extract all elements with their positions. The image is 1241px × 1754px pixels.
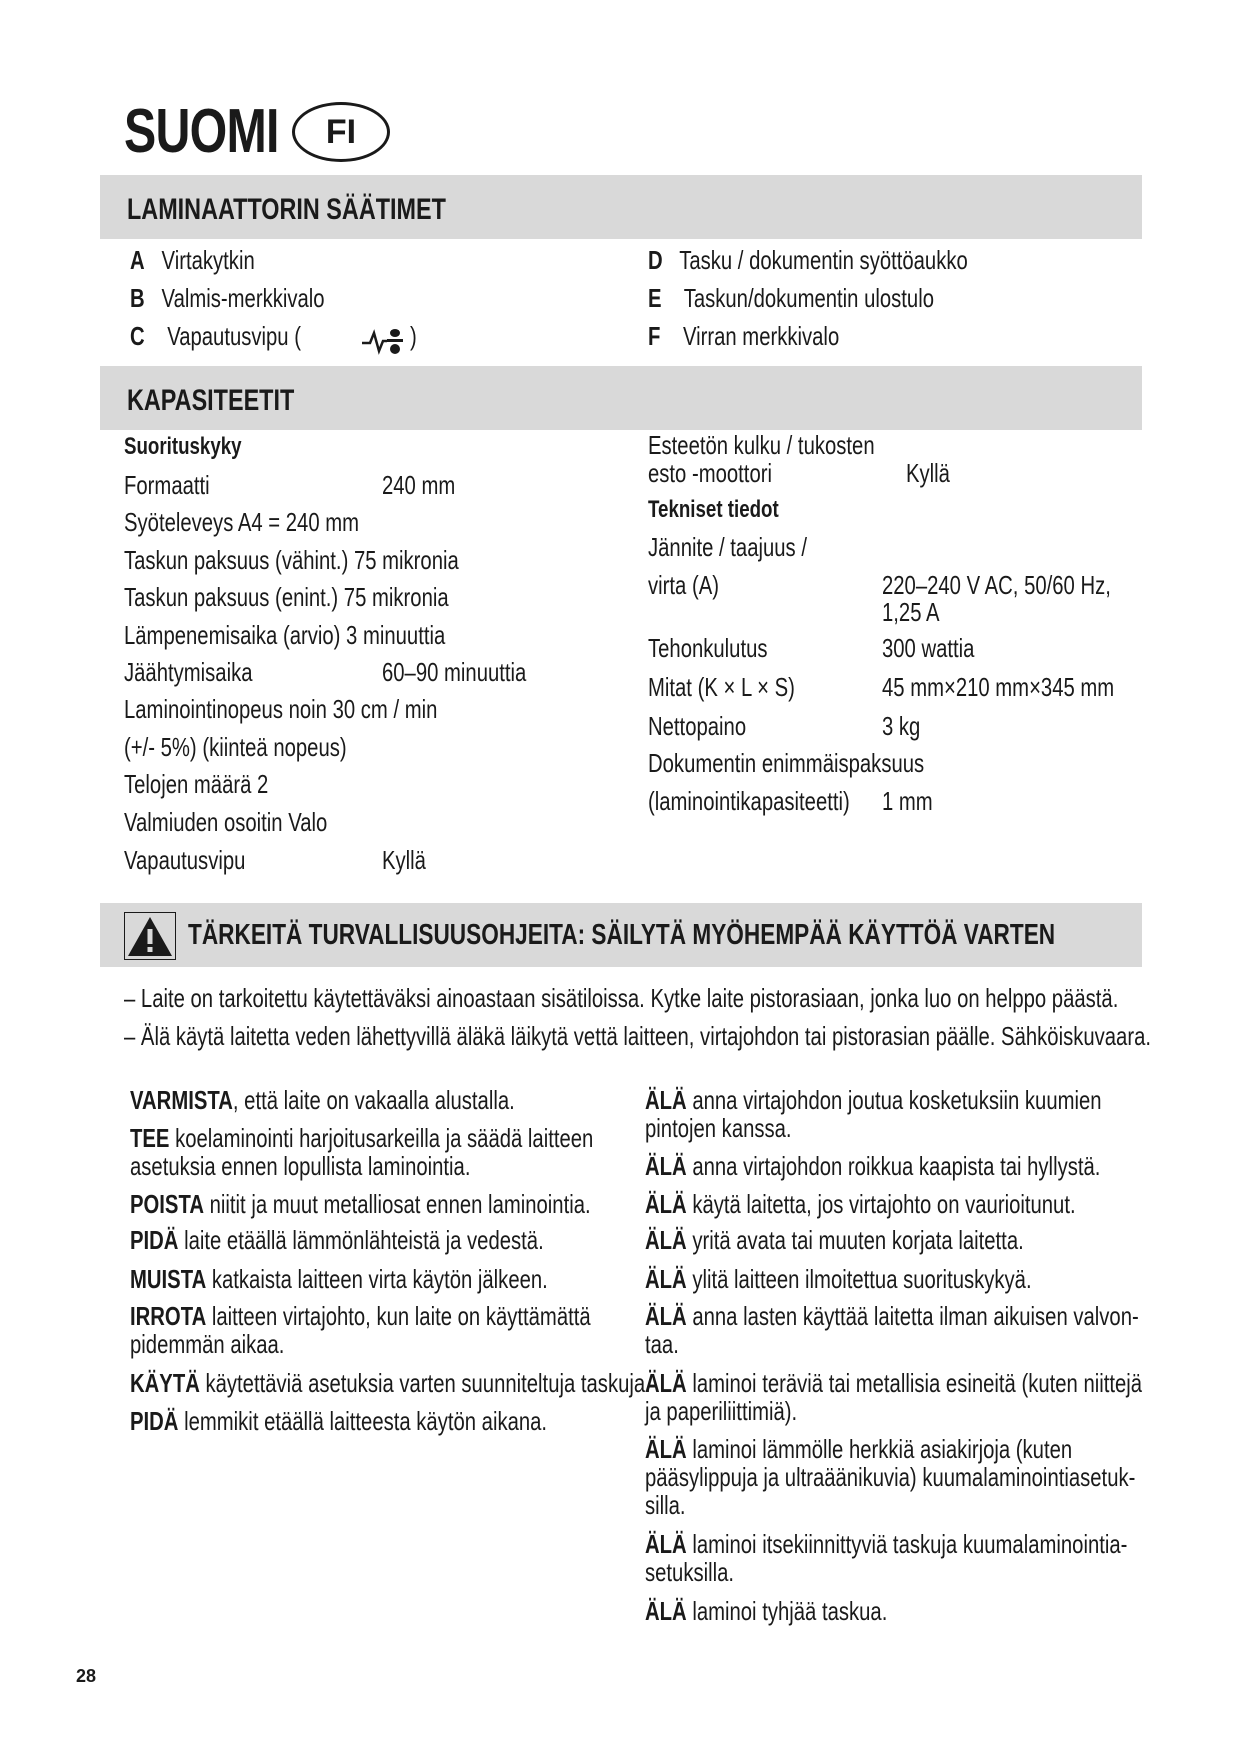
dont-text: ylitä laitteen ilmoitettua suorituskykyä.	[686, 1264, 1032, 1294]
spec-row: Jäähtymisaika	[124, 657, 253, 687]
dont-text: anna lasten käyttää laitetta ilman aikuisen valvon-	[686, 1301, 1139, 1331]
motor-label-line1: Esteetön kulku / tukosten	[648, 430, 875, 460]
dont-keyword: ÄLÄ	[645, 1189, 687, 1219]
dont-keyword: ÄLÄ	[645, 1151, 687, 1181]
dont-text: anna virtajohdon roikkua kaapista tai hyllystä.	[686, 1151, 1101, 1181]
dont-item-cont: pääsylippuja ja ultraäänikuvia) kuumalaminointiasetuk-	[645, 1462, 1136, 1492]
do-text: käytettäviä asetuksia varten suunniteltuja taskuja.	[199, 1368, 651, 1398]
spec-row: Valmiuden osoitin Valo	[124, 807, 328, 837]
control-key: E	[648, 283, 662, 313]
do-text: laitteen virtajohto, kun laite on käyttämättä	[206, 1301, 591, 1331]
dont-text: anna virtajohdon joutua kosketuksiin kuumien	[686, 1085, 1102, 1115]
do-item	[130, 1123, 593, 1154]
dont-keyword: ÄLÄ	[645, 1301, 687, 1331]
control-key: A	[130, 245, 145, 275]
voltage-label-line2: virta (A)	[648, 570, 719, 600]
dont-keyword: ÄLÄ	[645, 1434, 687, 1464]
control-item-f	[648, 321, 839, 352]
do-text: koelaminointi harjoitusarkeilla ja säädä laitteen	[169, 1123, 594, 1153]
spec-row: Vapautusvipu	[124, 845, 246, 875]
dont-keyword: ÄLÄ	[645, 1264, 687, 1294]
do-keyword: PIDÄ	[130, 1406, 179, 1436]
spec-row: Formaatti	[124, 470, 210, 500]
control-item-a	[130, 245, 255, 276]
page-title: SUOMI	[124, 97, 279, 166]
do-item	[130, 1264, 548, 1295]
performance-heading: Suorituskyky	[124, 433, 242, 460]
controls-section-title: LAMINAATTORIN SÄÄTIMET	[127, 193, 446, 226]
control-label: Valmis-merkkivalo	[161, 283, 325, 313]
dont-keyword: ÄLÄ	[645, 1368, 687, 1398]
spec-row: Syöteleveys A4 = 240 mm	[124, 507, 360, 537]
do-keyword: POISTA	[130, 1189, 204, 1219]
dont-item	[645, 1264, 1032, 1295]
control-label: Taskun/dokumentin ulostulo	[683, 283, 934, 313]
spec-row: Taskun paksuus (enint.) 75 mikronia	[124, 582, 449, 612]
do-text: laite etäällä lämmönlähteistä ja vedestä.	[178, 1225, 544, 1255]
spec-row: Taskun paksuus (vähint.) 75 mikronia	[124, 545, 459, 575]
dont-item	[645, 1301, 1139, 1332]
weight-value: 3 kg	[882, 711, 921, 741]
do-text: katkaista laitteen virta käytön jälkeen.	[206, 1264, 548, 1294]
spec-row: Laminointinopeus noin 30 cm / min	[124, 694, 438, 724]
voltage-value-line1: 220–240 V AC, 50/60 Hz,	[882, 570, 1111, 600]
dont-item	[645, 1434, 1072, 1465]
voltage-value-line2: 1,25 A	[882, 597, 940, 627]
control-key: B	[130, 283, 145, 313]
do-keyword: KÄYTÄ	[130, 1368, 200, 1398]
capacities-section-title: KAPASITEETIT	[127, 384, 295, 417]
do-keyword: IRROTA	[130, 1301, 207, 1331]
do-keyword: MUISTA	[130, 1264, 207, 1294]
warning-icon	[124, 912, 176, 960]
spec-row: Telojen määrä 2	[124, 769, 269, 799]
tech-heading: Tekniset tiedot	[648, 496, 779, 523]
power-label: Tehonkulutus	[648, 633, 768, 663]
do-keyword: TEE	[130, 1123, 170, 1153]
control-label: Vapautusvipu (	[167, 321, 301, 351]
control-label: Virran merkkivalo	[682, 321, 840, 351]
dont-item	[645, 1368, 1142, 1399]
thickness-label-line2: (laminointikapasiteetti)	[648, 786, 850, 816]
thickness-label-line1: Dokumentin enimmäispaksuus	[648, 748, 925, 778]
dont-item	[645, 1529, 1127, 1560]
do-text: lemmikit etäällä laitteesta käytön aikana.	[178, 1406, 548, 1436]
spec-row: (+/- 5%) (kiinteä nopeus)	[124, 732, 347, 762]
page-number: 28	[76, 1666, 97, 1686]
spec-row: Lämpenemisaika (arvio) 3 minuuttia	[124, 620, 446, 650]
dont-item-cont: taa.	[645, 1329, 679, 1359]
dont-item-cont: pintojen kanssa.	[645, 1113, 792, 1143]
do-item	[130, 1406, 547, 1437]
dont-item	[645, 1596, 887, 1627]
motor-label-line2: esto -moottori	[648, 458, 772, 488]
dont-item-cont: setuksilla.	[645, 1557, 735, 1587]
control-label: Virtakytkin	[161, 245, 255, 275]
dont-keyword: ÄLÄ	[645, 1529, 687, 1559]
control-item-c-close: )	[410, 321, 417, 351]
control-item-c	[130, 321, 301, 352]
control-item-e	[648, 283, 934, 314]
dimensions-value: 45 mm×210 mm×345 mm	[882, 672, 1115, 702]
dont-item-cont: ja paperiliittimiä).	[645, 1396, 798, 1426]
dont-item	[645, 1085, 1102, 1116]
dont-item	[645, 1225, 1024, 1256]
safety-section-title: TÄRKEITÄ TURVALLISUUSOHJEITA: SÄILYTÄ MYÖHEMPÄÄ KÄYTTÖÄ VARTEN	[188, 919, 1056, 951]
dont-keyword: ÄLÄ	[645, 1596, 687, 1626]
control-item-b	[130, 283, 325, 314]
language-code-badge: FI	[292, 102, 390, 162]
dont-text: laminoi tyhjää taskua.	[686, 1596, 888, 1626]
control-label: Tasku / dokumentin syöttöaukko	[679, 245, 968, 275]
do-item	[130, 1368, 651, 1399]
do-item	[130, 1085, 515, 1116]
voltage-label-line1: Jännite / taajuus /	[648, 532, 807, 562]
do-text: , että laite on vakaalla alustalla.	[232, 1085, 515, 1115]
safety-bullet: – Laite on tarkoitettu käytettäväksi ainoastaan sisätiloissa. Kytke laite pistorasiaan, jonka luo on helppo päästä.	[124, 983, 1119, 1013]
do-item-cont: asetuksia ennen lopullista laminointia.	[130, 1151, 471, 1181]
dont-item-cont: silla.	[645, 1490, 686, 1520]
control-key: F	[648, 321, 661, 351]
dont-text: laminoi teräviä tai metallisia esineitä (kuten niittejä	[686, 1368, 1143, 1398]
dont-keyword: ÄLÄ	[645, 1085, 687, 1115]
dimensions-label: Mitat (K × L × S)	[648, 672, 795, 702]
do-keyword: PIDÄ	[130, 1225, 179, 1255]
do-item	[130, 1189, 591, 1220]
control-key: D	[648, 245, 663, 275]
dont-text: yritä avata tai muuten korjata laitetta.	[686, 1225, 1024, 1255]
do-item	[130, 1301, 591, 1332]
do-keyword: VARMISTA	[130, 1085, 233, 1115]
do-item	[130, 1225, 544, 1256]
do-text: niitit ja muut metalliosat ennen laminointia.	[203, 1189, 591, 1219]
dont-text: laminoi lämmölle herkkiä asiakirjoja (kuten	[686, 1434, 1073, 1464]
control-key: C	[130, 321, 145, 351]
spec-value: 60–90 minuuttia	[382, 657, 527, 687]
do-item-cont: pidemmän aikaa.	[130, 1329, 285, 1359]
safety-bullet: – Älä käytä laitetta veden lähettyvillä äläkä läikytä vettä laitteen, virtajohdon tai pistorasian päälle. Sähköiskuvaara.	[124, 1021, 1151, 1051]
thickness-value: 1 mm	[882, 786, 933, 816]
power-value: 300 wattia	[882, 633, 975, 663]
release-lever-icon	[360, 323, 404, 359]
control-item-d	[648, 245, 968, 276]
dont-keyword: ÄLÄ	[645, 1225, 687, 1255]
dont-item	[645, 1189, 1076, 1220]
dont-text: laminoi itsekiinnittyviä taskuja kuumalaminointia-	[686, 1529, 1128, 1559]
dont-item	[645, 1151, 1100, 1182]
spec-value: Kyllä	[382, 845, 426, 875]
weight-label: Nettopaino	[648, 711, 747, 741]
dont-text: käytä laitetta, jos virtajohto on vaurioitunut.	[686, 1189, 1076, 1219]
spec-value: 240 mm	[382, 470, 456, 500]
motor-value: Kyllä	[906, 458, 950, 488]
